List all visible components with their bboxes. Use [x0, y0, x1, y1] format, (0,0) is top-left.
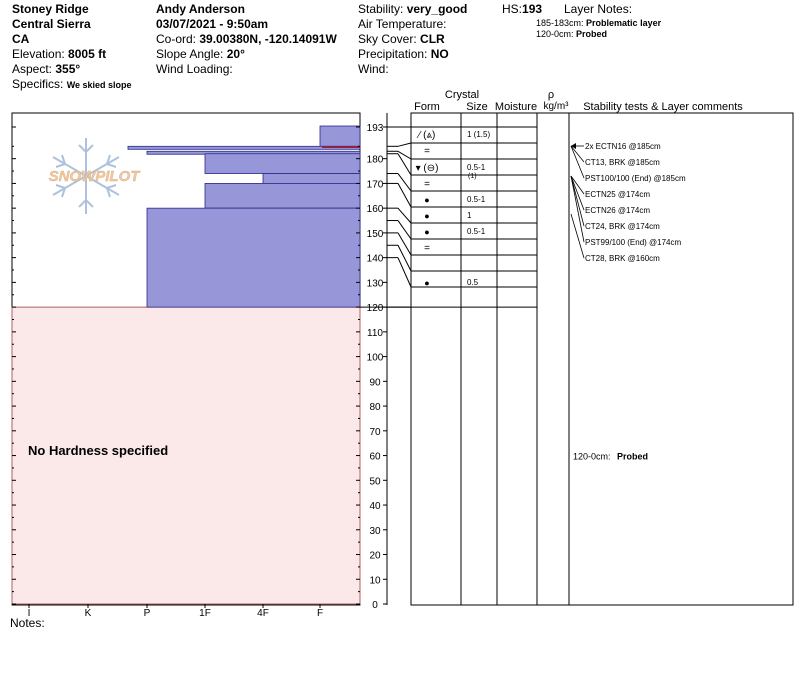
- crystal-form: ⁄ (⩓): [418, 130, 436, 141]
- wind-loading-label: Wind Loading:: [156, 62, 233, 76]
- stability-test-label: 2x ECTN16 @185cm: [585, 142, 661, 151]
- stability-test-connector: [571, 176, 584, 210]
- stability-test-label: PST100/100 (End) @185cm: [585, 174, 686, 183]
- boundary-connector: [398, 143, 411, 146]
- boundary-connector: [398, 208, 411, 223]
- location-name: Stoney Ridge: [12, 2, 89, 16]
- depth-tick-label: 180: [366, 154, 384, 166]
- stability-test-connector: [571, 176, 584, 242]
- crystal-form: =: [424, 179, 430, 190]
- depth-tick-label: 120: [366, 303, 384, 315]
- col-header-density: kg/m³: [543, 101, 569, 112]
- stability-label: Stability:: [358, 2, 404, 16]
- stability-frame: [569, 113, 793, 605]
- col-header-form: Form: [414, 101, 440, 113]
- col-header-stability: Stability tests & Layer comments: [583, 101, 743, 113]
- depth-tick-label: 0: [372, 600, 378, 611]
- depth-tick-label: 40: [369, 501, 381, 513]
- hardness-tick-label: F: [316, 608, 324, 619]
- stability-test-label: CT24, BRK @174cm: [585, 222, 660, 231]
- layer-notes-title: Layer Notes:: [564, 2, 633, 16]
- state-name: CA: [12, 32, 30, 46]
- col-header-size: Size: [466, 101, 488, 113]
- depth-tick-label: 70: [369, 426, 381, 438]
- elevation-label: Elevation:: [12, 47, 65, 61]
- depth-tick-label: 20: [369, 550, 381, 562]
- crystal-size-secondary: (1): [468, 173, 477, 180]
- depth-tick-label: 160: [366, 204, 384, 216]
- layer-note-text: Problematic layer: [586, 18, 662, 28]
- boundary-connector: [398, 154, 411, 175]
- crystal-form: =: [424, 146, 430, 157]
- stability-test-label: ECTN25 @174cm: [585, 190, 651, 199]
- precip-value: NO: [430, 47, 449, 61]
- col-header-crystal: Crystal: [444, 89, 480, 101]
- notes-label: Notes:: [10, 616, 45, 630]
- stability-test-connector: [571, 214, 584, 258]
- aspect-value: 355°: [55, 62, 81, 76]
- depth-tick-label: 193: [366, 123, 384, 134]
- hardness-tick-label: 1F: [199, 608, 211, 619]
- col-header-moisture: Moisture: [494, 101, 538, 113]
- depth-tick-label: 170: [366, 179, 384, 191]
- probed-note-range: 120-0cm:: [573, 451, 611, 462]
- hardness-layer-bar: [205, 154, 360, 174]
- stability-test-connector: [571, 146, 584, 178]
- boundary-connector: [398, 258, 411, 287]
- specifics-label: Specifics:: [12, 77, 64, 91]
- depth-tick-label: 80: [369, 402, 381, 414]
- observer-name: Andy Anderson: [156, 2, 245, 16]
- crystal-size: 1 (1.5): [467, 130, 491, 139]
- specifics-value: We skied slope: [66, 80, 132, 90]
- slope-value: 20°: [226, 47, 245, 61]
- depth-tick-label: 140: [366, 253, 384, 265]
- layer-note-range: 120-0cm:: [536, 29, 574, 39]
- hardness-tick-label: P: [143, 608, 151, 619]
- layer-note-range: 185-183cm:: [536, 18, 584, 28]
- crystal-form: ●: [424, 278, 430, 288]
- air-temp-label: Air Temperature:: [358, 17, 447, 31]
- elevation-value: 8005 ft: [68, 47, 107, 61]
- depth-tick-label: 50: [369, 476, 381, 488]
- crystal-form: ●: [424, 227, 430, 237]
- range-name: Central Sierra: [12, 17, 91, 31]
- depth-tick-label: 100: [366, 352, 384, 364]
- hs-value: 193: [522, 2, 543, 16]
- hardness-plot: [12, 113, 360, 619]
- probed-note-text: Probed: [617, 451, 649, 462]
- hardness-layer-bar: [320, 126, 360, 146]
- crystal-form: ●: [424, 211, 430, 221]
- no-hardness-text: No Hardness specified: [28, 443, 169, 458]
- hs-label: HS:: [502, 2, 523, 16]
- stability-value: very_good: [406, 2, 468, 16]
- crystal-size: 0.5-1: [467, 163, 486, 172]
- hardness-tick-label: K: [84, 608, 92, 619]
- stability-test-label: PST99/100 (End) @174cm: [585, 238, 682, 247]
- crystal-form: =: [424, 243, 430, 254]
- aspect-label: Aspect:: [12, 62, 53, 76]
- hardness-layer-bar: [263, 174, 360, 184]
- coord-value: 39.00380N, -120.14091W: [199, 32, 337, 46]
- depth-tick-label: 10: [369, 575, 381, 587]
- crystal-size: 0.5-1: [467, 227, 486, 236]
- boundary-connector: [398, 174, 411, 191]
- hardness-tick-label: I: [27, 608, 31, 619]
- hardness-layer-bar: [147, 208, 360, 307]
- crystal-size: 0.5: [467, 278, 479, 287]
- hardness-tick-label: 4F: [257, 608, 269, 619]
- hardness-layer-bar: [205, 183, 360, 208]
- crystal-form: ●: [424, 195, 430, 205]
- stability-test-connector: [571, 176, 584, 226]
- watermark-text: SNOWPILOT: [48, 168, 140, 185]
- boundary-connector: [398, 183, 411, 207]
- depth-tick-label: 130: [366, 278, 384, 290]
- boundary-connector: [398, 245, 411, 271]
- stability-test-label: ECTN26 @174cm: [585, 206, 651, 215]
- slope-label: Slope Angle:: [156, 47, 224, 61]
- precip-label: Precipitation:: [358, 47, 428, 61]
- stability-test-label: CT28, BRK @160cm: [585, 254, 660, 263]
- sky-label: Sky Cover:: [358, 32, 417, 46]
- depth-tick-label: 60: [369, 451, 381, 463]
- crystal-size: 0.5-1: [467, 195, 486, 204]
- depth-tick-label: 110: [367, 327, 383, 339]
- wind-label: Wind:: [358, 62, 389, 76]
- sky-value: CLR: [420, 32, 445, 46]
- layer-note-text: Probed: [576, 29, 608, 39]
- coord-label: Co-ord:: [156, 32, 197, 46]
- observation-datetime: 03/07/2021 - 9:50am: [156, 17, 269, 31]
- depth-tick-label: 150: [366, 228, 384, 240]
- col-header-rho: ρ: [547, 89, 555, 101]
- depth-tick-label: 90: [369, 377, 381, 389]
- crystal-size: 1: [467, 211, 472, 220]
- crystal-form: ▾ (⊖): [415, 163, 439, 174]
- crystal-table: [360, 113, 569, 605]
- table-frame: [411, 113, 569, 605]
- depth-tick-label: 30: [369, 525, 381, 537]
- stability-column: [569, 113, 793, 605]
- stability-test-label: CT13, BRK @185cm: [585, 158, 660, 167]
- stability-test-connector: [571, 146, 584, 162]
